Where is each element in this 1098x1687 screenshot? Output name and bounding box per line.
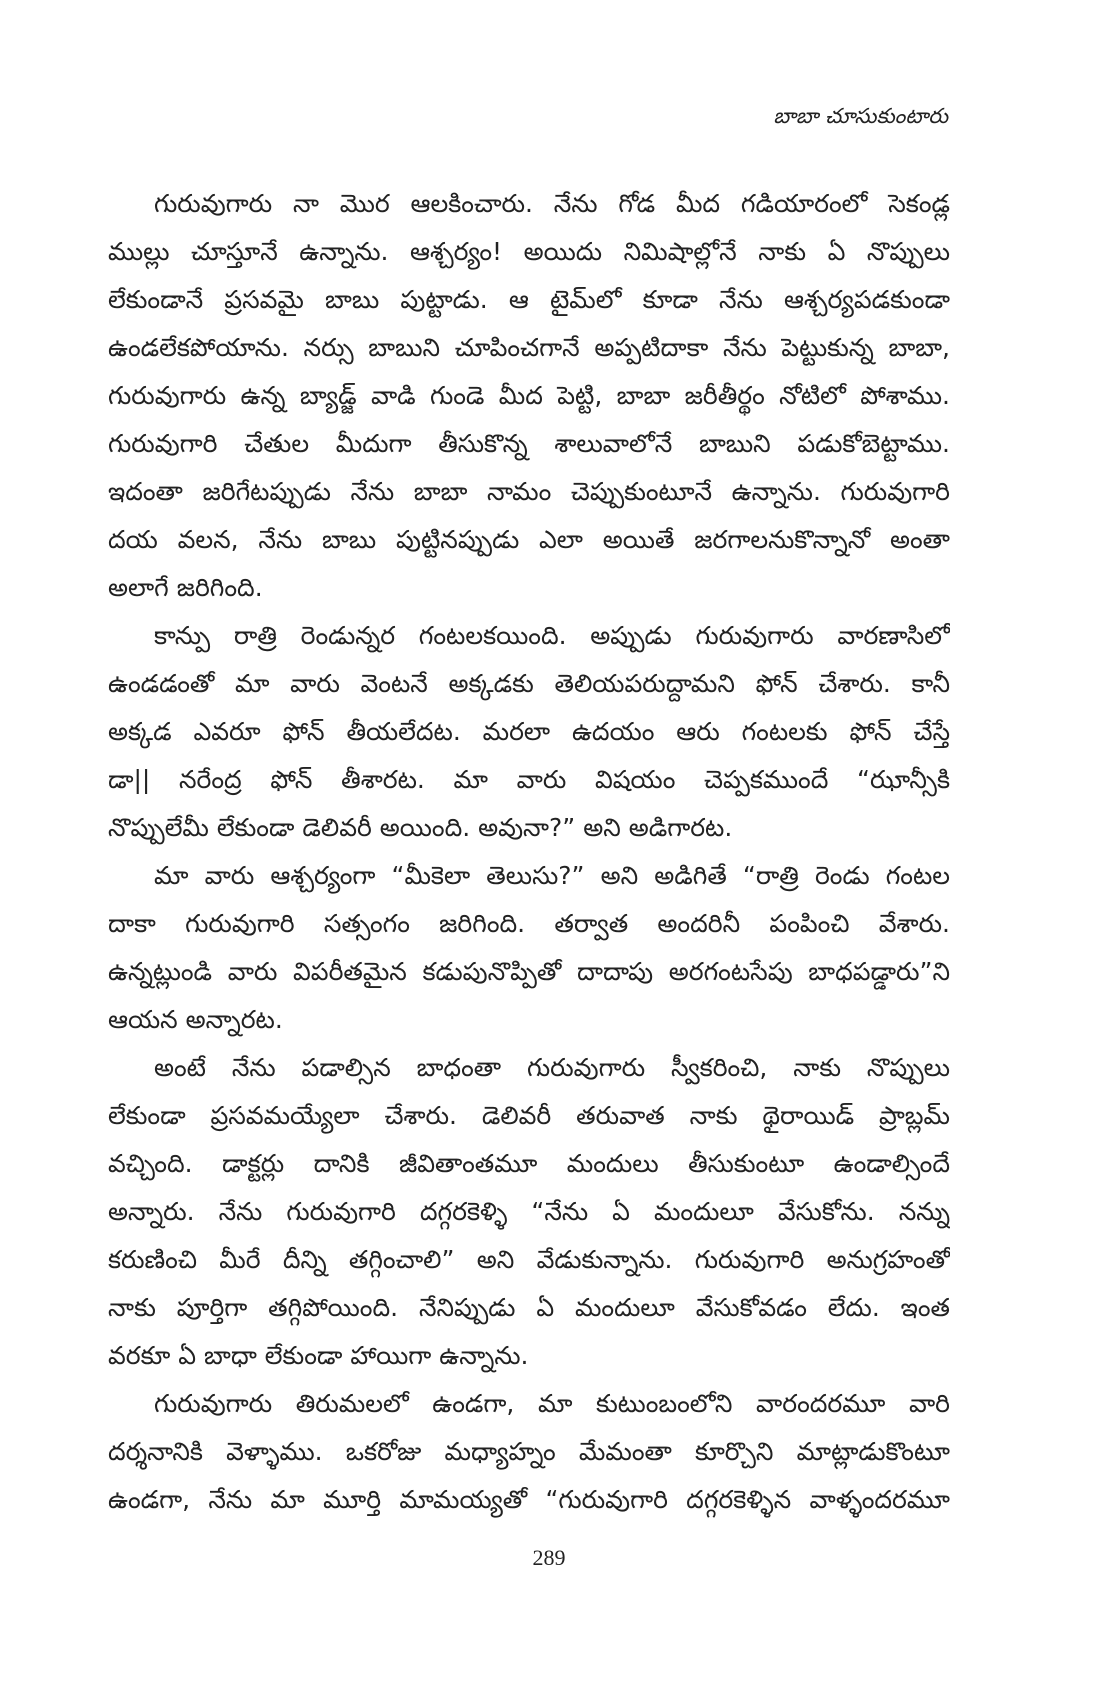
text-line: అంటే నేను పడాల్సిన బాధంతా గురువుగారు స్వీకరించి, నాకు నొప్పులు	[154, 1053, 950, 1082]
text-line: దాకా గురువుగారి సత్సంగం జరిగింది. తర్వాత అందరినీ పంపించి వేశారు.	[108, 909, 950, 938]
text-line: లేకుండా ప్రసవమయ్యేలా చేశారు. డెలివరీ తరువాత నాకు థైరాయిడ్ ప్రాబ్లమ్	[108, 1101, 950, 1130]
text-line: వచ్చింది. డాక్టర్లు దానికి జీవితాంతమూ మందులు తీసుకుంటూ ఉండాల్సిందే	[108, 1149, 950, 1178]
text-line: ఆయన అన్నారట.	[108, 1005, 283, 1034]
text-line: అక్కడ ఎవరూ ఫోన్ తీయలేదట. మరలా ఉదయం ఆరు గంటలకు ఫోన్ చేస్తే	[108, 717, 950, 746]
paragraph	[108, 852, 950, 1044]
text-line: ఇదంతా జరిగేటప్పుడు నేను బాబా నామం చెప్పుకుంటూనే ఉన్నాను. గురువుగారి	[108, 477, 950, 506]
text-line: కరుణించి మీరే దీన్ని తగ్గించాలి” అని వేడుకున్నాను. గురువుగారి అనుగ్రహంతో	[108, 1245, 950, 1274]
text-line: లేకుండానే ప్రసవమై బాబు పుట్టాడు. ఆ టైమ్‌లో కూడా నేను ఆశ్చర్యపడకుండా	[108, 285, 950, 314]
text-line: అన్నారు. నేను గురువుగారి దగ్గరకెళ్ళి “నేను ఏ మందులూ వేసుకోను. నన్ను	[108, 1197, 950, 1226]
text-line: నొప్పులేమీ లేకుండా డెలివరీ అయింది. అవునా?” అని అడిగారట.	[108, 813, 733, 842]
text-line: గురువుగారు ఉన్న బ్యాడ్జ్ వాడి గుండె మీద పెట్టి, బాబా జరీతీర్థం నోటిలో పోశాము.	[108, 381, 950, 410]
text-line: వరకూ ఏ బాధా లేకుండా హాయిగా ఉన్నాను.	[108, 1341, 529, 1370]
text-line: కాన్పు రాత్రి రెండున్నర గంటలకయింది. అప్పుడు గురువుగారు వారణాసిలో	[154, 621, 950, 650]
text-line: అలాగే జరిగింది.	[108, 573, 263, 602]
text-line: గురువుగారి చేతుల మీదుగా తీసుకొన్న శాలువాలోనే బాబుని పడుకోబెట్టాము.	[108, 429, 950, 458]
text-line: నాకు పూర్తిగా తగ్గిపోయింది. నేనిప్పుడు ఏ మందులూ వేసుకోవడం లేదు. ఇంత	[108, 1293, 950, 1322]
paragraph	[108, 1380, 950, 1524]
text-line: దయ వలన, నేను బాబు పుట్టినప్పుడు ఎలా అయితే జరగాలనుకొన్నానో అంతా	[108, 525, 950, 554]
text-line: డా|| నరేంద్ర ఫోన్ తీశారట. మా వారు విషయం చెప్పకముందే “ఝాన్సీకి	[108, 765, 950, 794]
paragraph	[108, 1044, 950, 1380]
paragraph	[108, 180, 950, 612]
text-line: ఉండగా, నేను మా మూర్తి మామయ్యతో “గురువుగారి దగ్గరకెళ్ళిన వాళ్ళందరమూ	[108, 1485, 950, 1514]
text-line: ఉండలేకపోయాను. నర్సు బాబుని చూపించగానే అప్పటిదాకా నేను పెట్టుకున్న బాబా,	[108, 333, 950, 362]
text-line: ఉన్నట్లుండి వారు విపరీతమైన కడుపునొప్పితో దాదాపు అరగంటసేపు బాధపడ్డారు”ని	[108, 957, 950, 986]
running-header: బాబా చూసుకుంటారు	[773, 104, 948, 128]
text-line: ఉండడంతో మా వారు వెంటనే అక్కడకు తెలియపరుద్దామని ఫోన్ చేశారు. కానీ	[108, 669, 950, 698]
text-line: గురువుగారు తిరుమలలో ఉండగా, మా కుటుంబంలోని వారందరమూ వారి	[154, 1389, 950, 1418]
page-body	[108, 180, 950, 1524]
paragraph	[108, 612, 950, 852]
text-line: మా వారు ఆశ్చర్యంగా “మీకెలా తెలుసు?” అని అడిగితే “రాత్రి రెండు గంటల	[154, 861, 950, 890]
text-line: దర్శనానికి వెళ్ళాము. ఒకరోజు మధ్యాహ్నం మేమంతా కూర్చొని మాట్లాడుకొంటూ	[108, 1437, 950, 1466]
text-line: గురువుగారు నా మొర ఆలకించారు. నేను గోడ మీద గడియారంలో సెకండ్ల	[154, 189, 950, 218]
page-number: 289	[532, 1545, 566, 1570]
text-line: ముల్లు చూస్తూనే ఉన్నాను. ఆశ్చర్యం! అయిదు నిమిషాల్లోనే నాకు ఏ నొప్పులు	[108, 237, 950, 266]
